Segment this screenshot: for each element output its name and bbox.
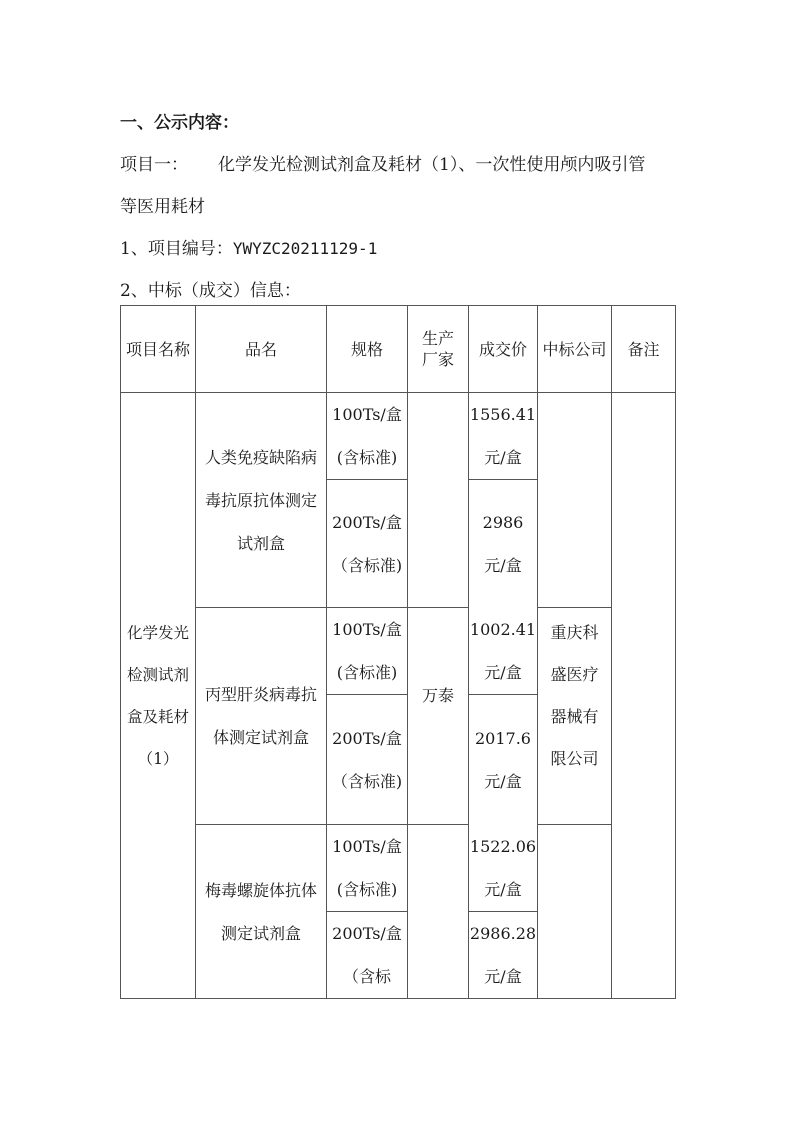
product-name-cell: 丙型肝炎病毒抗体测定试剂盒 — [204, 685, 317, 747]
price-cell: 1556.41元/盒 — [469, 405, 537, 467]
award-table — [120, 305, 676, 999]
price-cell: 1002.41元/盒 — [469, 620, 537, 682]
header-product-name: 品名 — [244, 339, 277, 359]
company-cell: 重庆科盛医疗器械有限公司 — [550, 622, 599, 768]
spec-cell: 200Ts/盒（含标准) — [331, 512, 403, 575]
spec-cell: 200Ts/盒（含标准) — [331, 728, 403, 791]
project-name-line1: 化学发光检测试剂盒及耗材（1）、一次性使用颅内吸引管 — [218, 155, 646, 175]
spec-cell: 100Ts/盒(含标准) — [332, 837, 402, 899]
award-info-heading: 2、中标（成交）信息： — [120, 281, 301, 301]
project-label: 项目一： — [120, 155, 188, 175]
remark-cell — [612, 393, 675, 998]
price-cell: 2986.28元/盒 — [469, 924, 537, 986]
header-manufacturer: 生产厂家 — [421, 329, 454, 369]
project-name-cell: 化学发光检测试剂盒及耗材（1） — [126, 623, 189, 768]
price-cell: 2986元/盒 — [482, 512, 524, 575]
section-heading: 一、公示内容： — [120, 113, 239, 133]
table-border-right — [675, 305, 676, 999]
manufacturer-cell: 万泰 — [421, 686, 454, 705]
project-name-line2: 等医用耗材 — [120, 197, 205, 217]
product-name-cell: 人类免疫缺陷病毒抗原抗体测定试剂盒 — [204, 447, 317, 553]
project-number: YWYZC20211129-1 — [232, 239, 378, 258]
product-name-cell: 梅毒螺旋体抗体测定试剂盒 — [204, 880, 317, 943]
header-project-name: 项目名称 — [125, 339, 190, 359]
project-number-line — [120, 234, 377, 259]
spec-cell: 100Ts/盒(含标准) — [332, 405, 402, 467]
spec-cell: 200Ts/盒（含标 — [332, 924, 402, 986]
project-number-prefix: 1、项目编号： — [120, 239, 233, 259]
price-cell: 1522.06元/盒 — [469, 837, 537, 899]
header-spec: 规格 — [350, 339, 383, 359]
project-line — [120, 150, 645, 175]
header-company: 中标公司 — [542, 339, 607, 359]
header-price: 成交价 — [478, 339, 527, 359]
header-remark: 备注 — [627, 339, 660, 359]
table-border-bottom — [120, 998, 676, 999]
price-cell: 2017.6元/盒 — [475, 728, 531, 791]
spec-cell: 100Ts/盒(含标准) — [332, 620, 402, 682]
